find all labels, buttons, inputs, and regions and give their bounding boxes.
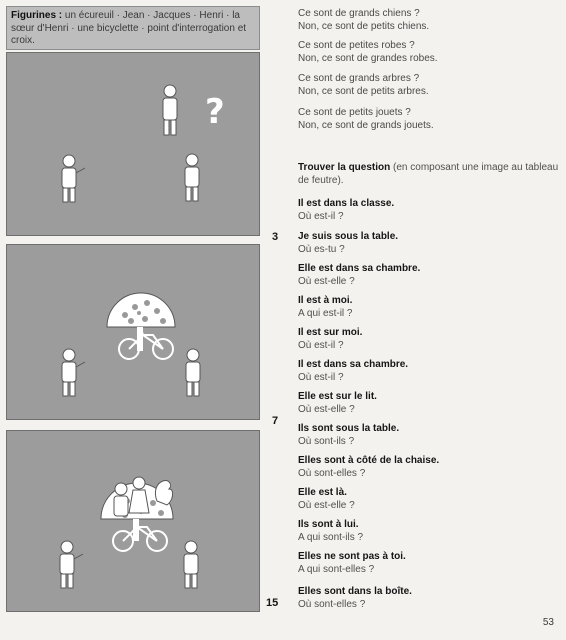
section-heading — [298, 162, 560, 187]
boy-figure-right — [186, 349, 200, 396]
exercise-sentence: Il est dans sa chambre. — [298, 359, 409, 370]
panel-1-drawing — [7, 53, 259, 235]
illustration-panel-3 — [6, 430, 260, 612]
exercise-sentence: Je suis sous la table. — [298, 231, 399, 242]
boy-figure-left — [62, 349, 85, 396]
girl-figure — [129, 477, 149, 513]
exercise-question: A qui sont-elles ? — [298, 563, 375, 575]
panel-3-drawing — [7, 431, 259, 611]
boy-figure-top — [114, 483, 128, 516]
pair-question: Ce sont de petites robes ? — [298, 40, 415, 51]
pair-answer: Non, ce sont de grands jouets. — [298, 119, 434, 131]
caption-text: un écureuil · Jean · Jacques · Henri · la sœur d'Henri · une bicyclette · point d'interrogation et croix. — [11, 10, 247, 46]
pair-answer: Non, ce sont de petits arbres. — [298, 85, 429, 97]
line-marker-7: 7 — [272, 415, 279, 427]
exercise-item — [298, 263, 560, 288]
exercise-question: Où est-il ? — [298, 339, 344, 351]
section-title: Trouver la question — [298, 162, 391, 173]
exercise-item — [298, 487, 560, 512]
exercise-sentence: Elle est sur le lit. — [298, 391, 377, 402]
exercise-item — [298, 295, 560, 320]
exercise-question: Où est-il ? — [298, 371, 344, 383]
exercise-question: A qui sont-ils ? — [298, 531, 364, 543]
exercise-item — [298, 198, 560, 223]
boy-figure-left — [62, 155, 85, 202]
exercise-sentence: Elle est dans sa chambre. — [298, 263, 421, 274]
exercise-question: Où est-elle ? — [298, 275, 355, 287]
exercise-question: Où est-il ? — [298, 210, 344, 222]
exercise-sentence: Il est dans la classe. — [298, 198, 395, 209]
boy-figure-top — [163, 85, 177, 135]
squirrel-figure — [155, 481, 172, 505]
exercise-sentence: Ils sont sous la table. — [298, 423, 400, 434]
pair-answer: Non, ce sont de petits chiens. — [298, 20, 430, 32]
exercise-item — [298, 455, 560, 480]
exercise-question: Où sont-ils ? — [298, 435, 355, 447]
exercise-sentence: Elle est là. — [298, 487, 347, 498]
exercise-item — [298, 359, 560, 384]
exercise-item — [298, 327, 560, 352]
exercise-item — [298, 586, 560, 611]
pair-question: Ce sont de petits jouets ? — [298, 107, 411, 118]
figurines-caption — [6, 6, 260, 50]
page-number: 53 — [542, 617, 554, 628]
exercise-item — [298, 391, 560, 416]
exercise-item — [298, 423, 560, 448]
pair-question: Ce sont de grands arbres ? — [298, 73, 420, 84]
line-marker-15: 15 — [266, 597, 279, 609]
exercise-sentence: Elles sont à côté de la chaise. — [298, 455, 440, 466]
exercise-sentence: Il est sur moi. — [298, 327, 363, 338]
pair-block-1 — [298, 8, 560, 33]
exercise-sentence: Ils sont à lui. — [298, 519, 359, 530]
boy-figure-right — [185, 154, 199, 201]
exercise-item — [298, 551, 560, 576]
illustration-panel-2 — [6, 244, 260, 420]
exercise-question: Où sont-elles ? — [298, 598, 366, 610]
exercise-item — [298, 231, 560, 256]
exercise-sentence: Elles sont dans la boîte. — [298, 586, 412, 597]
tree-figure — [107, 293, 175, 351]
exercise-question: Où est-elle ? — [298, 403, 355, 415]
exercise-question: Où es-tu ? — [298, 243, 345, 255]
exercise-question: Où est-elle ? — [298, 499, 355, 511]
panel-2-drawing — [7, 245, 259, 419]
question-mark-figure: ? — [205, 92, 225, 132]
illustration-panel-1 — [6, 52, 260, 236]
pair-block-3 — [298, 73, 560, 98]
section-subtitle: (en composant une image au tableau de feutre). — [298, 162, 559, 186]
line-marker-3: 3 — [272, 231, 279, 243]
pair-question: Ce sont de grands chiens ? — [298, 8, 420, 19]
exercise-item — [298, 519, 560, 544]
exercise-sentence: Elles ne sont pas à toi. — [298, 551, 406, 562]
bicycle-figure — [113, 527, 167, 551]
pair-answer: Non, ce sont de grandes robes. — [298, 52, 438, 64]
caption-label: Figurines : — [11, 10, 63, 21]
bicycle-figure — [119, 329, 173, 359]
boy-figure-left — [60, 541, 83, 588]
exercise-sentence: Il est à moi. — [298, 295, 353, 306]
pair-block-4 — [298, 107, 560, 132]
pair-block-2 — [298, 40, 560, 65]
boy-figure-right — [184, 541, 198, 588]
exercise-question: A qui est-il ? — [298, 307, 353, 319]
exercise-question: Où sont-elles ? — [298, 467, 366, 479]
